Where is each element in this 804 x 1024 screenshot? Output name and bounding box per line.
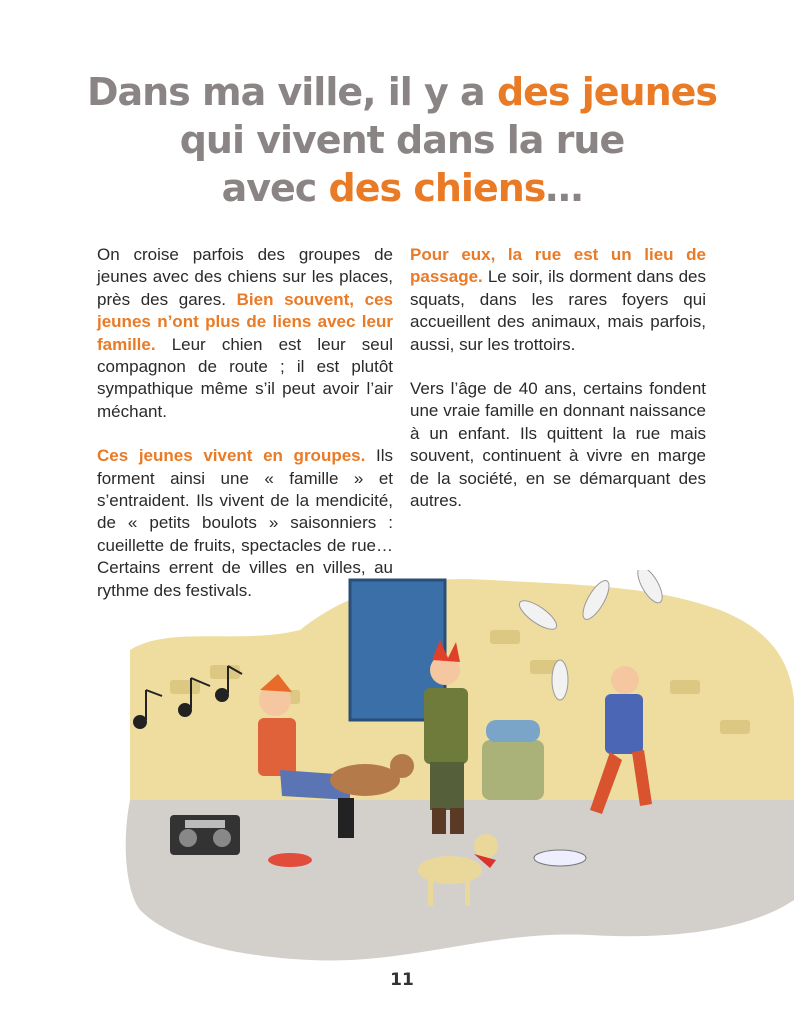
backpack [482, 720, 544, 800]
right-paragraph-1-highlight: Pour eux, la rue est un lieu de passage. [410, 245, 706, 287]
dog-bowl [268, 853, 312, 867]
street-illustration [110, 570, 800, 970]
title-highlight-jeunes: des jeunes [496, 70, 718, 114]
title-highlight-chiens: des chiens [328, 166, 546, 210]
plate [534, 850, 586, 866]
right-paragraph-1: Pour eux, la rue est un lieu de passage. Le soir, ils dorment dans des squats, dans les rares foyers qui accueillent des animaux, mais parfois, aussi, sur les trottoirs. [410, 245, 706, 354]
title-line-1: Dans ma ville, il y a des jeunes [86, 70, 718, 114]
left-paragraph-2: Ces jeunes vivent en groupes. Ils forment ainsi une « famille » et s’entraident. Ils vivent de la mendicité, de « petits boulots » saisonniers : cueillette de fruits, spectacles de rue… Certains errent de villes en villes, au rythme des festivals. [97, 446, 393, 600]
title-line-3: avec des chiens… [221, 166, 583, 210]
title-line-2: qui vivent dans la rue [179, 118, 625, 162]
right-column [410, 244, 706, 534]
left-paragraph-1-highlight: Bien souvent, ces jeunes n’ont plus de liens avec leur famille. [97, 289, 393, 354]
left-paragraph-1: On croise parfois des groupes de jeunes avec des chiens sur les places, près des gares. Bien souvent, ces jeunes n’ont plus de liens avec leur famille. Leur chien est leur seul compagnon de route ; il est plutôt sympathique même s’il peut avoir l’air méchant. [97, 245, 393, 421]
left-column [97, 244, 393, 624]
radio-icon [170, 815, 240, 855]
left-paragraph-2-highlight: Ces jeunes vivent en groupes. [97, 446, 366, 466]
right-paragraph-2: Vers l’âge de 40 ans, certains fondent une vraie famille en donnant naissance à un enfant. Ils quittent la rue mais souvent, continuent à vivre en marge de la société, en se démarquant des autres. [410, 379, 706, 511]
page-number: 11 [390, 970, 414, 990]
page-title [0, 68, 804, 212]
